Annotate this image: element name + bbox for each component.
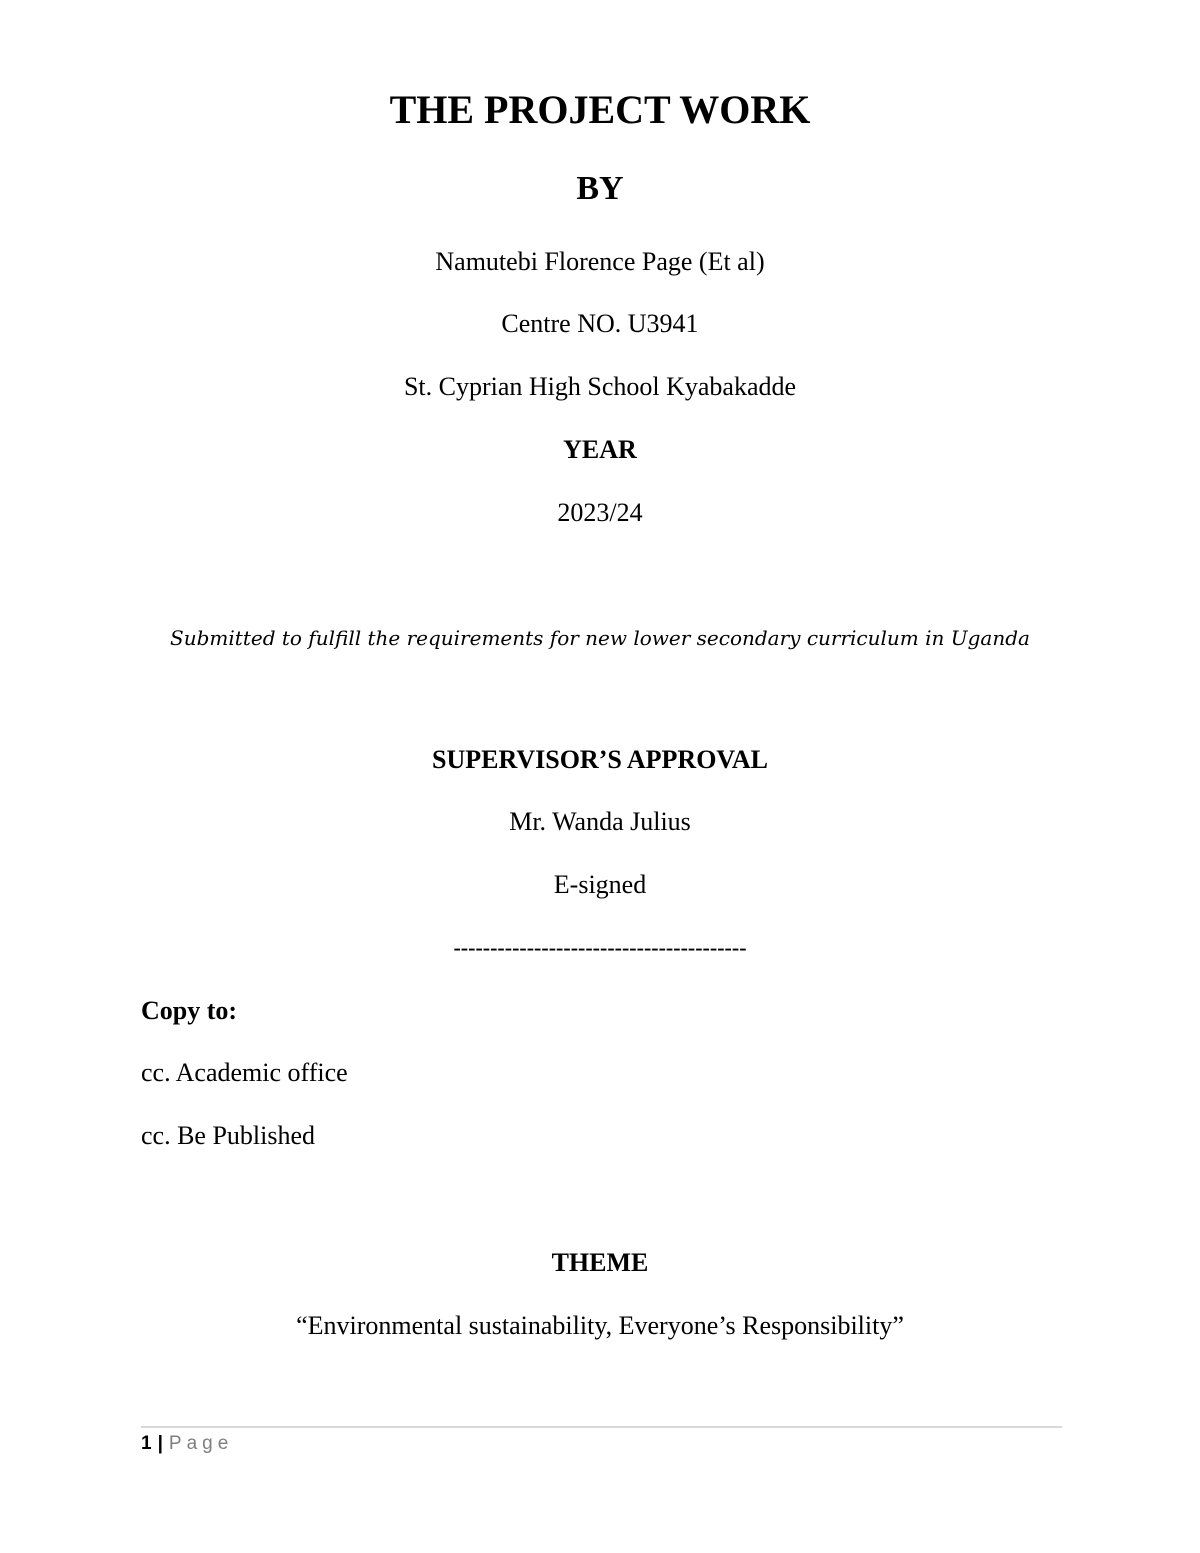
copy-to-item: cc. Academic office — [141, 1058, 348, 1087]
copy-to-heading: Copy to: — [141, 996, 238, 1025]
author-name: Namutebi Florence Page (Et al) — [435, 247, 765, 276]
school-name: St. Cyprian High School Kyabakadde — [403, 372, 797, 401]
theme-text: “Environmental sustainability, Everyone’s Responsibility” — [296, 1311, 904, 1340]
document-title: THE PROJECT WORK — [389, 87, 811, 132]
page-label: Page — [168, 1433, 234, 1454]
footer-divider — [141, 1426, 1062, 1428]
signature-status: E-signed — [553, 870, 647, 899]
by-label: BY — [576, 170, 624, 207]
page-footer — [141, 1434, 233, 1453]
theme-heading: THEME — [551, 1248, 649, 1277]
page-number: 1 — [141, 1433, 152, 1454]
copy-to-item: cc. Be Published — [141, 1121, 316, 1150]
year-value: 2023/24 — [557, 498, 643, 527]
submission-note: Submitted to fulfill the requirements for new lower secondary curriculum in Uganda — [170, 626, 1030, 650]
signature-line: ---------------------------------------- — [453, 935, 747, 960]
approval-heading: SUPERVISOR’S APPROVAL — [432, 745, 768, 774]
centre-number: Centre NO. U3941 — [501, 309, 699, 338]
footer-separator: | — [157, 1433, 163, 1454]
supervisor-name: Mr. Wanda Julius — [509, 807, 691, 836]
year-label: YEAR — [563, 435, 637, 464]
